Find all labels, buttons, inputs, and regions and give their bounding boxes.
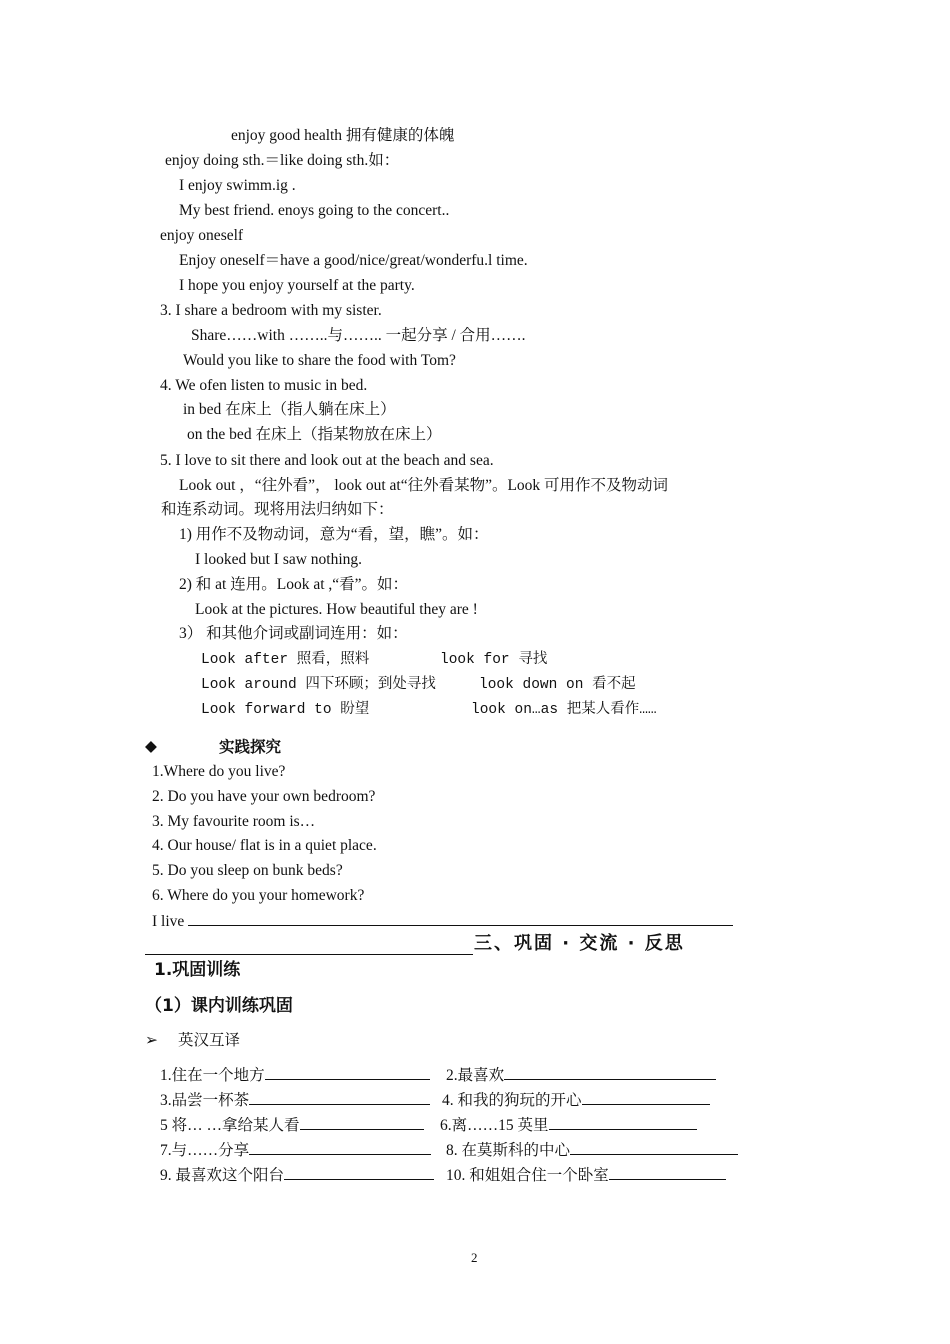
subsection-consolidation: 1.巩固训练 (154, 960, 241, 980)
practice-question-2: 2. Do you have your own bedroom? (152, 788, 376, 805)
blank-5[interactable] (300, 1115, 424, 1130)
exercise-item-3: 3.品尝一杯茶 (160, 1090, 430, 1111)
phrase-look-down-on: look down on 看不起 (479, 677, 636, 693)
task-title: 英汉互译 (178, 1032, 241, 1049)
practice-question-4: 4. Our house/ flat is in a quiet place. (152, 837, 377, 854)
practice-question-1: 1.Where do you live? (152, 763, 286, 780)
exercise-item-9: 9. 最喜欢这个阳台 (160, 1165, 434, 1186)
note-line-usage-3: 3） 和其他介词或副词连用：如： (179, 625, 408, 642)
blank-3[interactable] (249, 1090, 430, 1105)
note-line-enjoy-oneself: enjoy oneself (160, 227, 244, 244)
blank-8[interactable] (570, 1140, 738, 1155)
answer-line[interactable] (152, 911, 733, 932)
phrase-look-around: Look around 四下环顾；到处寻找 (201, 677, 436, 693)
note-line-example-share-food: Would you like to share the food with Tom? (183, 352, 456, 369)
arrow-bullet-icon: ➢ (145, 1032, 158, 1049)
note-line-example-swimming: I enjoy swimm.ig . (179, 177, 296, 194)
heading-rule (145, 954, 473, 955)
note-line-look-out: Look out ，“往外看”， look out at“往外看某物”。Look 可用作不及物动词 (179, 477, 669, 494)
blank-9[interactable] (284, 1165, 434, 1180)
exercise-item-2: 2.最喜欢 (446, 1065, 716, 1086)
note-line-summary-intro: 和连系动词。现将用法归纳如下： (161, 501, 394, 518)
exercise-item-8: 8. 在莫斯科的中心 (446, 1140, 738, 1161)
note-line-usage-1: 1) 用作不及物动词，意为“看，望，瞧”。如： (179, 526, 489, 543)
exercise-item-1: 1.住在一个地方 (160, 1065, 430, 1086)
exercise-item-10: 10. 和姐姐合住一个卧室 (446, 1165, 726, 1186)
note-line-example-looked: I looked but I saw nothing. (195, 551, 363, 568)
blank-1[interactable] (265, 1065, 430, 1080)
note-line-item-4: 4. We ofen listen to music in bed. (160, 377, 368, 394)
exercise-item-7: 7.与……分享 (160, 1140, 431, 1161)
section-3-title: 三、巩固 · 交流 · 反思 (474, 933, 685, 954)
note-line-item-5: 5. I love to sit there and look out at the beach and sea. (160, 452, 494, 469)
note-line-share-with: Share……with ……..与…….. 一起分享 / 合用……. (191, 327, 526, 344)
practice-question-5: 5. Do you sleep on bunk beds? (152, 862, 343, 879)
practice-title: 实践探究 (219, 738, 282, 756)
practice-question-6: 6. Where do you your homework? (152, 887, 365, 904)
exercise-item-5: 5 将… …拿给某人看 (160, 1115, 424, 1136)
exercise-item-4: 4. 和我的狗玩的开心 (442, 1090, 710, 1111)
phrase-look-after: Look after 照看，照料 (201, 652, 370, 668)
note-line-example-pictures: Look at the pictures. How beautiful they are ! (195, 601, 478, 618)
blank-7[interactable] (249, 1140, 431, 1155)
note-line-enjoy-good-health: enjoy good health 拥有健康的体魄 (231, 127, 455, 144)
phrase-look-on-as: look on…as 把某人看作…… (471, 702, 657, 718)
note-line-example-concert: My best friend. enoys going to the concert.. (179, 202, 450, 219)
practice-question-3: 3. My favourite room is… (152, 813, 316, 830)
blank-6[interactable] (549, 1115, 697, 1130)
bullet-diamond-icon: ◆ (145, 738, 157, 755)
blank-10[interactable] (609, 1165, 726, 1180)
subsection-in-class: （1）课内训练巩固 (145, 996, 293, 1016)
note-line-in-bed: in bed 在床上（指人躺在床上） (183, 401, 396, 418)
note-line-example-party: I hope you enjoy yourself at the party. (179, 277, 415, 294)
page-number: 2 (471, 1250, 478, 1265)
blank-2[interactable] (504, 1065, 716, 1080)
exercise-item-6: 6.离……15 英里 (440, 1115, 697, 1136)
note-line-enjoy-oneself-def: Enjoy oneself＝have a good/nice/great/wonderfu.l time. (179, 252, 528, 269)
note-line-enjoy-doing: enjoy doing sth.＝like doing sth.如： (165, 152, 400, 169)
answer-blank[interactable] (188, 911, 733, 926)
phrase-look-forward-to: Look forward to 盼望 (201, 702, 370, 718)
answer-prefix: I live (152, 913, 185, 930)
phrase-look-for: look for 寻找 (440, 652, 548, 668)
note-line-on-the-bed: on the bed 在床上（指某物放在床上） (187, 426, 442, 443)
note-line-usage-2: 2) 和 at 连用。Look at ,“看”。如： (179, 576, 409, 593)
note-line-item-3: 3. I share a bedroom with my sister. (160, 302, 382, 319)
blank-4[interactable] (582, 1090, 710, 1105)
